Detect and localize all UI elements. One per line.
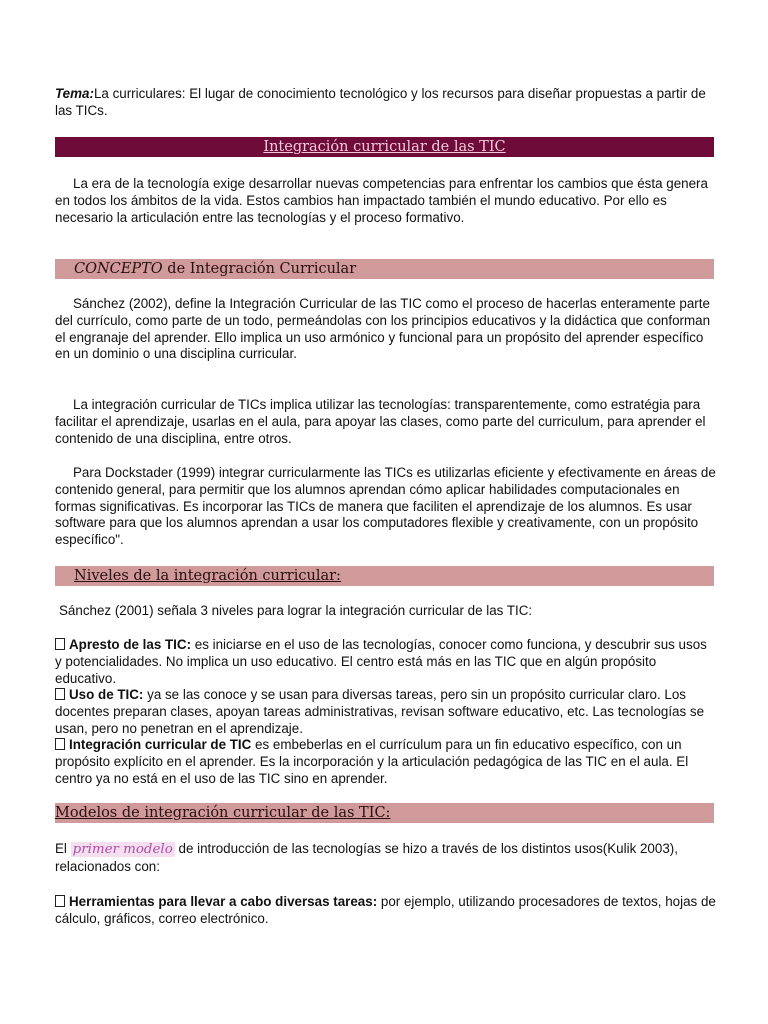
niveles-item-2 — [55, 687, 717, 737]
niveles-item-term: Uso de TIC: — [69, 687, 144, 702]
niveles-item-text: es iniciarse en el uso de las tecnologías, conocer como funciona, y descubrir sus usos y potencialidades. No implica un uso educativo. El centro está más en las TIC que en algún propósito educativo. — [55, 637, 707, 686]
modelos-item-term: Herramientas para llevar a cabo diversas tareas: — [69, 894, 378, 909]
intro-paragraph: La era de la tecnología exige desarrollar nuevas competencias para enfrentar los cambios que ésta genera en todos los ámbitos de la vida. Estos cambios han impactado también el mundo educativo. Por ello es necesario la articulación entre las tecnologías y el proceso formativo. — [55, 176, 708, 225]
primer-modelo-highlight: primer modelo — [72, 842, 173, 857]
tema-paragraph — [55, 86, 717, 120]
modelos-text-after: de introducción de las tecnologías se hizo a través de los distintos usos(Kulik 2003), relacionados con: — [55, 841, 678, 874]
concepto-paragraph-3: Para Dockstader (1999) integrar curricularmente las TICs es utilizarlas eficiente y efectivamente en áreas de contenido general, para permitir que los alumnos aprendan cómo aplicar habilidades computacionales en formas significativas. Es incorporar las TICs de manera que faciliten el aprendizaje de los alumnos. Es usar software para que los alumnos aprendan a usar los computadores flexible y creativamente, con un propósito específico". — [55, 465, 716, 548]
niveles-item-1 — [55, 637, 717, 687]
bullet-box-icon — [55, 895, 65, 907]
concepto-paragraph-2: La integración curricular de TICs implica utilizar las tecnologías: transparentemente, como estratégia para facilitar el aprendizaje, usarlas en el aula, para apoyar las clases, como parte del curriculum, para aprender el contenido de una disciplina, entre otros. — [55, 397, 706, 446]
bullet-box-icon — [55, 638, 65, 650]
concepto-paragraph-1: Sánchez (2002), define la Integración Curricular de las TIC como el proceso de hacerlas enteramente parte del currículo, como parte de un todo, permeándolas con los principios educativos y la didáctica que conforman el engranaje del aprender. Ello implica un uso armónico y funcional para un propósito del aprender específico en un dominio o una disciplina curricular. — [55, 296, 711, 362]
niveles-item-text: ya se las conoce y se usan para diversas tareas, pero sin un propósito curricular claro. Los docentes preparan clases, apoyan tareas administrativas, revisan software educativo, etc. Las tecnologías se usan, pero no penetran en el aprendizaje. — [55, 687, 705, 736]
modelos-heading: Modelos de integración curricular de las TIC: — [55, 803, 714, 823]
concepto-heading-prefix: CONCEPTO — [74, 261, 163, 277]
niveles-item-3 — [55, 737, 717, 787]
tema-label: Tema: — [55, 86, 94, 101]
niveles-intro: Sánchez (2001) señala 3 niveles para lograr la integración curricular de las TIC: — [59, 603, 533, 618]
bullet-box-icon — [55, 688, 65, 700]
niveles-item-term: Apresto de las TIC: — [69, 637, 192, 652]
modelos-paragraph — [55, 841, 717, 876]
tema-text: La curriculares: El lugar de conocimiento tecnológico y los recursos para diseñar propuestas a partir de las TICs. — [55, 86, 706, 118]
concepto-heading-rest: de Integración Curricular — [162, 261, 357, 277]
bullet-box-icon — [55, 738, 65, 750]
niveles-item-term: Integración curricular de TIC — [69, 737, 252, 752]
modelos-item-text: por ejemplo, utilizando procesadores de textos, hojas de cálculo, gráficos, correo electrónico. — [55, 894, 716, 926]
modelos-item-1 — [55, 894, 717, 928]
title-bar: Integración curricular de las TIC — [55, 137, 714, 157]
concepto-heading — [55, 259, 714, 279]
niveles-item-text: es embeberlas en el currículum para un fin educativo específico, con un propósito explícito en el aprender. Es la incorporación y la articulación pedagógica de las TIC en el aula. El centro ya no está en el uso de las TIC sino en aprender. — [55, 737, 689, 786]
niveles-heading: Niveles de la integración curricular: — [55, 566, 714, 586]
modelos-text-before: El — [55, 841, 71, 856]
